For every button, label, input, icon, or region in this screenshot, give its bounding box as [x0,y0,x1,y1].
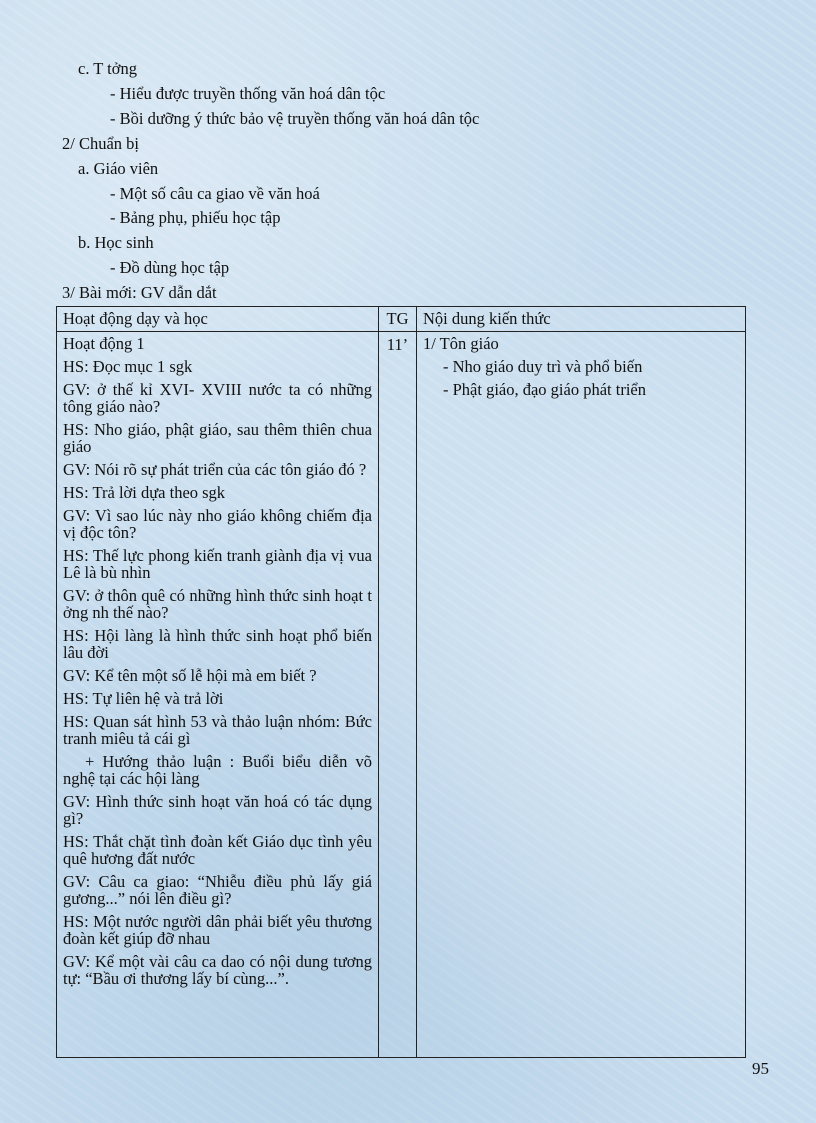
activity-paragraph: GV: Hình thức sinh hoạt văn hoá có tác dụng gì? [63,792,372,828]
activity-paragraph: GV: Kể một vài câu ca dao có nội dung tương tự: “Bầu ơi thương lấy bí cùng...”. [63,952,372,988]
activity-paragraph: HS: Thế lực phong kiến tranh giành địa vị vua Lê là bù nhìn [63,546,372,582]
activity-paragraph: HS: Tự liên hệ và trả lời [63,689,224,708]
table-body-row [57,332,746,1058]
activity-paragraph: HS: Một nước người dân phải biết yêu thương đoàn kết giúp đỡ nhau [63,912,372,948]
activity-paragraph: GV: Vì sao lúc này nho giáo không chiếm địa vị độc tôn? [63,506,372,542]
teacher-item: - Bảng phụ, phiếu học tập [110,208,281,227]
content-item: - Nho giáo duy trì và phổ biến [443,357,643,376]
objective-item: - Hiểu được truyền thống văn hoá dân tộc [110,84,386,103]
student-item: - Đồ dùng học tập [110,258,230,277]
objective-item: - Bồi dưỡng ý thức bảo vệ truyền thống văn hoá dân tộc [110,109,480,128]
activity-paragraph: GV: Kể tên một số lễ hội mà em biết ? [63,666,317,685]
activity-paragraph: HS: Thắt chặt tình đoàn kết Giáo dục tình yêu quê hương đất nước [63,832,372,868]
subheading-student: b. Học sinh [78,233,154,252]
subheading-teacher: a. Giáo viên [78,159,159,178]
activity-paragraph: HS: Quan sát hình 53 và thảo luận nhóm: Bức tranh miêu tả cái gì [63,712,372,748]
section-title-c: c. T tởng [78,59,137,78]
content-item: - Phật giáo, đạo giáo phát triển [443,380,646,399]
section-heading-new-lesson: 3/ Bài mới: GV dẫn dắt [62,283,217,302]
content-cell [417,332,746,1058]
activity-paragraph: GV: Nói rõ sự phát triển của các tôn giáo đó ? [63,460,367,479]
activity-paragraph: GV: ở thôn quê có những hình thức sinh hoạt t ởng nh thế nào? [63,586,372,622]
activity-paragraph: GV: Câu ca giao: “Nhiễu điều phủ lấy giá gương...” nói lên điều gì? [63,872,372,908]
activities-cell [57,332,379,1058]
header-content: Nội dung kiến thức [417,307,746,332]
table-header-row [57,307,746,332]
lesson-table [56,306,746,1058]
teacher-item: - Một số câu ca giao về văn hoá [110,184,320,203]
activity-paragraph: Hoạt động 1 [63,334,145,353]
activity-paragraph: HS: Nho giáo, phật giáo, sau thêm thiên chua giáo [63,420,372,456]
header-time: TG [379,307,417,332]
header-activities: Hoạt động dạy và học [57,307,379,332]
activity-paragraph: HS: Đọc mục 1 sgk [63,357,193,376]
activity-paragraph: HS: Trả lời dựa theo sgk [63,483,226,502]
activity-paragraph: + Hướng thảo luận : Buổi biểu diễn võ nghệ tại các hội làng [63,752,372,788]
activity-paragraph: GV: ở thế kỉ XVI- XVIII nước ta có những tông giáo nào? [63,380,372,416]
section-heading-preparation: 2/ Chuẩn bị [62,134,139,153]
activity-paragraph: HS: Hội làng là hình thức sinh hoạt phổ biến lâu đời [63,626,372,662]
time-cell: 11’ [379,332,417,1058]
content-heading: 1/ Tôn giáo [423,334,499,353]
page-number: 95 [752,1059,769,1078]
